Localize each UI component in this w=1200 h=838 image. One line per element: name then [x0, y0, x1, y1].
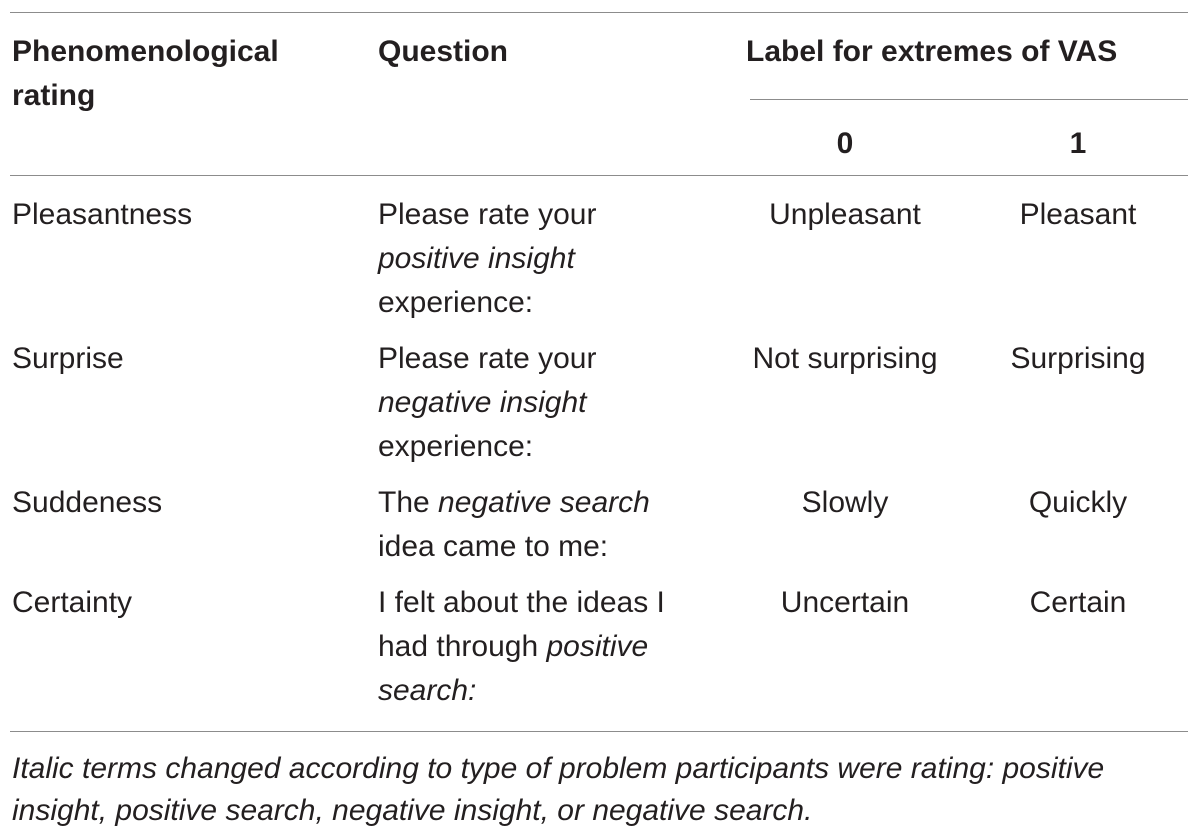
row-2-vas-0: Not surprising [752, 342, 938, 375]
question-line [378, 625, 665, 669]
row-2-question [378, 337, 596, 469]
row-4-rating: Certainty [12, 586, 133, 619]
row-3-vas-1: Quickly [1028, 486, 1128, 519]
question-text: had through [378, 630, 547, 663]
header-vas-1: 1 [1069, 127, 1087, 160]
question-line [378, 481, 650, 525]
row-2-vas-1: Surprising [1010, 342, 1146, 375]
row-4-vas-0: Uncertain [780, 586, 910, 619]
question-line [378, 425, 596, 469]
row-3-rating: Suddeness [12, 486, 163, 519]
header-vas-0: 0 [836, 127, 854, 160]
row-1-vas-0: Unpleasant [769, 198, 921, 231]
header-rating [12, 30, 279, 118]
question-line [378, 581, 665, 625]
question-text: idea came to me: [378, 530, 609, 563]
row-3-vas-0: Slowly [801, 486, 889, 519]
row-2-rating: Surprise [12, 342, 124, 375]
italic-term: search: [378, 674, 477, 707]
row-4-vas-1: Certain [1029, 586, 1127, 619]
row-1-question [378, 193, 596, 325]
row-4-question [378, 581, 665, 713]
question-text: I felt about the ideas I [378, 586, 665, 619]
question-text: experience: [378, 430, 534, 463]
question-text: The [378, 486, 439, 519]
table-bottom-rule [10, 731, 1188, 732]
top-rule [10, 12, 1188, 13]
question-line [378, 193, 596, 237]
question-line [378, 525, 650, 569]
header-vas-group: Label for extremes of VAS [746, 35, 1118, 68]
table-footnote: Italic terms changed according to type of problem participants were rating: positive insight, positive search, negative insight, or negative search. [12, 752, 1105, 827]
italic-term: negative search [438, 486, 650, 519]
header-rating-line-2: rating [12, 79, 96, 112]
question-line [378, 669, 665, 713]
vas-group-rule [750, 99, 1188, 100]
row-3-question [378, 481, 650, 569]
italic-term: positive [546, 630, 649, 663]
question-line [378, 337, 596, 381]
header-bottom-rule [10, 175, 1188, 176]
question-line [378, 237, 596, 281]
question-text: Please rate your [378, 198, 597, 231]
italic-term: negative insight [378, 386, 587, 419]
header-question: Question [378, 35, 509, 68]
question-text: Please rate your [378, 342, 597, 375]
question-line [378, 381, 596, 425]
row-1-rating: Pleasantness [12, 198, 193, 231]
row-1-vas-1: Pleasant [1019, 198, 1137, 231]
italic-term: positive insight [378, 242, 575, 275]
question-text: experience: [378, 286, 534, 319]
header-rating-line-1: Phenomenological [12, 35, 279, 68]
question-line [378, 281, 596, 325]
